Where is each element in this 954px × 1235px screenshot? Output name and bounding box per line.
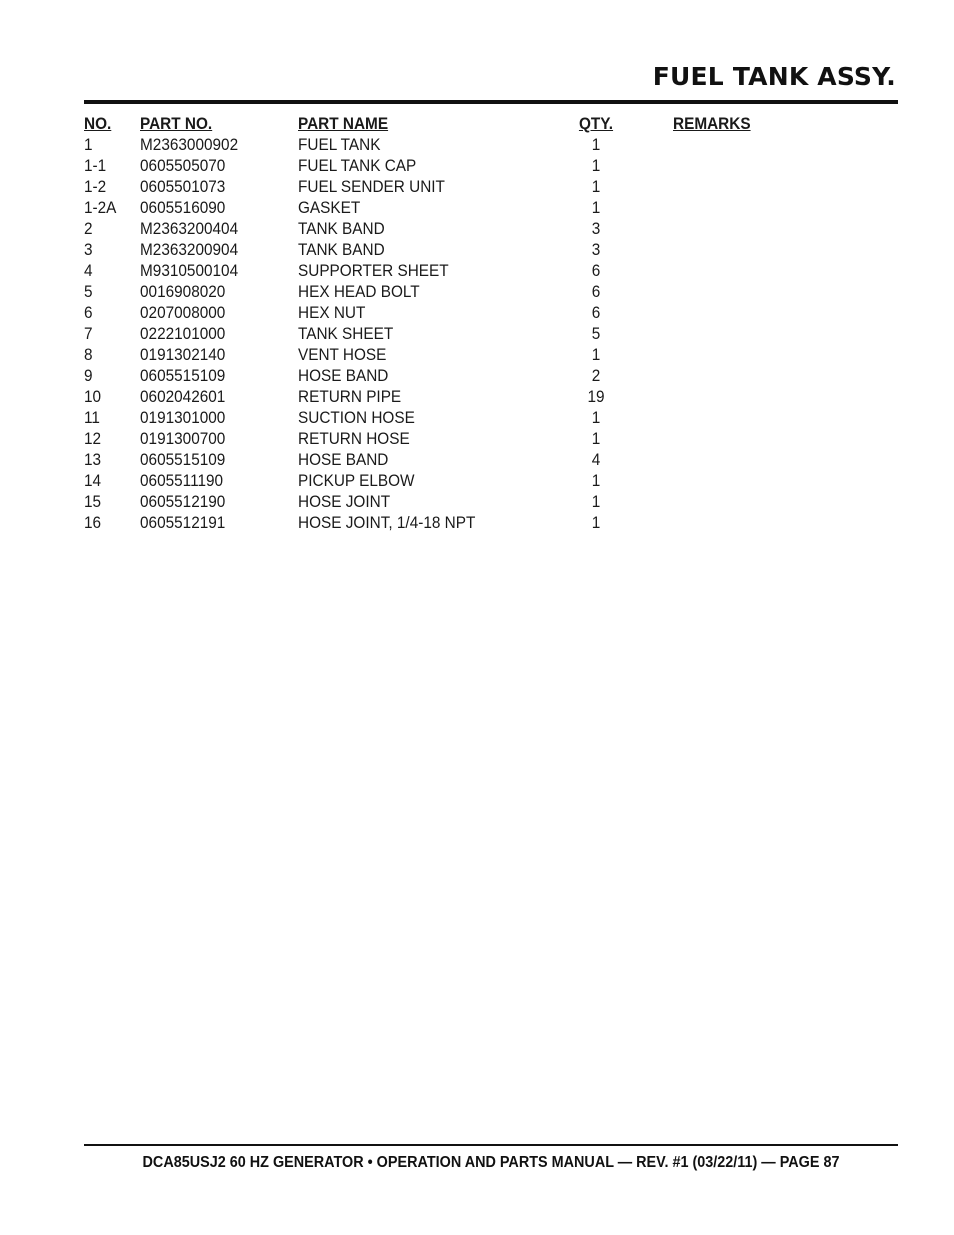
cell-no: 6 — [84, 304, 93, 322]
table-row — [84, 408, 784, 429]
cell-qty: 1 — [591, 136, 601, 154]
cell-qty: 3 — [591, 241, 601, 259]
cell-no: 5 — [84, 283, 93, 301]
cell-part-name: HOSE JOINT, 1/4-18 NPT — [298, 514, 476, 532]
table-row — [84, 156, 784, 177]
cell-part-no: 0602042601 — [140, 388, 226, 406]
cell-qty: 6 — [591, 304, 601, 322]
cell-no: 13 — [84, 451, 102, 469]
table-row — [84, 219, 784, 240]
column-header-part-name: PART NAME — [298, 115, 389, 133]
cell-part-name: GASKET — [298, 199, 361, 217]
cell-qty: 1 — [591, 430, 601, 448]
cell-part-no: M2363200404 — [140, 220, 239, 238]
cell-no: 7 — [84, 325, 93, 343]
cell-no: 4 — [84, 262, 93, 280]
cell-part-name: VENT HOSE — [298, 346, 387, 364]
cell-qty: 1 — [591, 514, 601, 532]
cell-part-no: 0605511190 — [140, 472, 224, 490]
cell-part-name: TANK BAND — [298, 220, 385, 238]
cell-qty: 4 — [591, 451, 601, 469]
cell-qty: 1 — [591, 346, 601, 364]
table-row — [84, 387, 784, 408]
table-row — [84, 282, 784, 303]
cell-part-name: HOSE JOINT — [298, 493, 391, 511]
cell-qty: 1 — [591, 409, 601, 427]
cell-part-no: 0605515109 — [140, 367, 226, 385]
table-row — [84, 513, 784, 534]
cell-no: 9 — [84, 367, 93, 385]
table-row — [84, 303, 784, 324]
cell-no: 1-2 — [84, 178, 107, 196]
title-divider — [84, 100, 898, 104]
table-row — [84, 198, 784, 219]
table-row — [84, 177, 784, 198]
cell-no: 12 — [84, 430, 102, 448]
cell-part-no: M2363200904 — [140, 241, 239, 259]
cell-part-no: 0191302140 — [140, 346, 226, 364]
cell-part-no: 0605516090 — [140, 199, 226, 217]
table-row — [84, 261, 784, 282]
cell-no: 10 — [84, 388, 102, 406]
cell-qty: 5 — [591, 325, 601, 343]
table-row — [84, 324, 784, 345]
cell-part-name: HEX NUT — [298, 304, 366, 322]
cell-part-name: RETURN PIPE — [298, 388, 402, 406]
cell-part-name: FUEL TANK — [298, 136, 381, 154]
table-row — [84, 471, 784, 492]
cell-part-no: 0605512191 — [140, 514, 226, 532]
column-header-no: NO. — [84, 115, 112, 133]
cell-qty: 6 — [591, 283, 601, 301]
parts-table — [84, 114, 784, 534]
column-header-part-no: PART NO. — [140, 115, 213, 133]
cell-no: 11 — [84, 409, 100, 427]
cell-part-name: TANK BAND — [298, 241, 385, 259]
cell-part-no: 0222101000 — [140, 325, 226, 343]
table-row — [84, 345, 784, 366]
cell-part-no: 0605501073 — [140, 178, 226, 196]
footer-divider — [84, 1144, 898, 1146]
cell-no: 14 — [84, 472, 102, 490]
page-title: FUEL TANK ASSY. — [652, 62, 896, 91]
cell-qty: 1 — [591, 178, 601, 196]
page-footer: DCA85USJ2 60 HZ GENERATOR • OPERATION AND PARTS MANUAL — REV. #1 (03/22/11) — PAGE 87 — [142, 1154, 840, 1171]
cell-part-name: RETURN HOSE — [298, 430, 410, 448]
cell-part-no: 0605512190 — [140, 493, 226, 511]
cell-part-name: HOSE BAND — [298, 367, 389, 385]
cell-part-no: 0191301000 — [140, 409, 226, 427]
table-row — [84, 450, 784, 471]
cell-part-name: PICKUP ELBOW — [298, 472, 415, 490]
cell-no: 3 — [84, 241, 93, 259]
column-header-qty: QTY. — [578, 115, 614, 133]
cell-part-no: 0207008000 — [140, 304, 226, 322]
table-row — [84, 366, 784, 387]
table-header-row — [84, 114, 784, 135]
cell-part-name: TANK SHEET — [298, 325, 394, 343]
cell-part-name: SUPPORTER SHEET — [298, 262, 449, 280]
table-row — [84, 240, 784, 261]
cell-part-name: HEX HEAD BOLT — [298, 283, 420, 301]
cell-qty: 3 — [591, 220, 601, 238]
cell-no: 1 — [84, 136, 93, 154]
cell-qty: 1 — [591, 472, 601, 490]
cell-qty: 1 — [591, 157, 601, 175]
cell-no: 1-1 — [84, 157, 107, 175]
cell-part-name: HOSE BAND — [298, 451, 389, 469]
column-header-remarks: REMARKS — [673, 115, 751, 133]
table-row — [84, 135, 784, 156]
cell-qty: 19 — [587, 388, 605, 406]
cell-qty: 1 — [591, 199, 601, 217]
cell-no: 15 — [84, 493, 102, 511]
cell-qty: 1 — [591, 493, 601, 511]
table-row — [84, 492, 784, 513]
cell-part-no: 0191300700 — [140, 430, 226, 448]
cell-part-name: FUEL SENDER UNIT — [298, 178, 445, 196]
cell-qty: 6 — [591, 262, 601, 280]
cell-no: 2 — [84, 220, 93, 238]
cell-part-no: 0605505070 — [140, 157, 226, 175]
cell-qty: 2 — [591, 367, 601, 385]
table-body — [84, 135, 784, 534]
cell-no: 8 — [84, 346, 93, 364]
cell-part-name: SUCTION HOSE — [298, 409, 415, 427]
cell-part-no: M9310500104 — [140, 262, 239, 280]
cell-no: 1-2A — [84, 199, 117, 217]
cell-part-no: 0016908020 — [140, 283, 226, 301]
cell-no: 16 — [84, 514, 102, 532]
cell-part-name: FUEL TANK CAP — [298, 157, 417, 175]
table-row — [84, 429, 784, 450]
cell-part-no: M2363000902 — [140, 136, 239, 154]
cell-part-no: 0605515109 — [140, 451, 226, 469]
